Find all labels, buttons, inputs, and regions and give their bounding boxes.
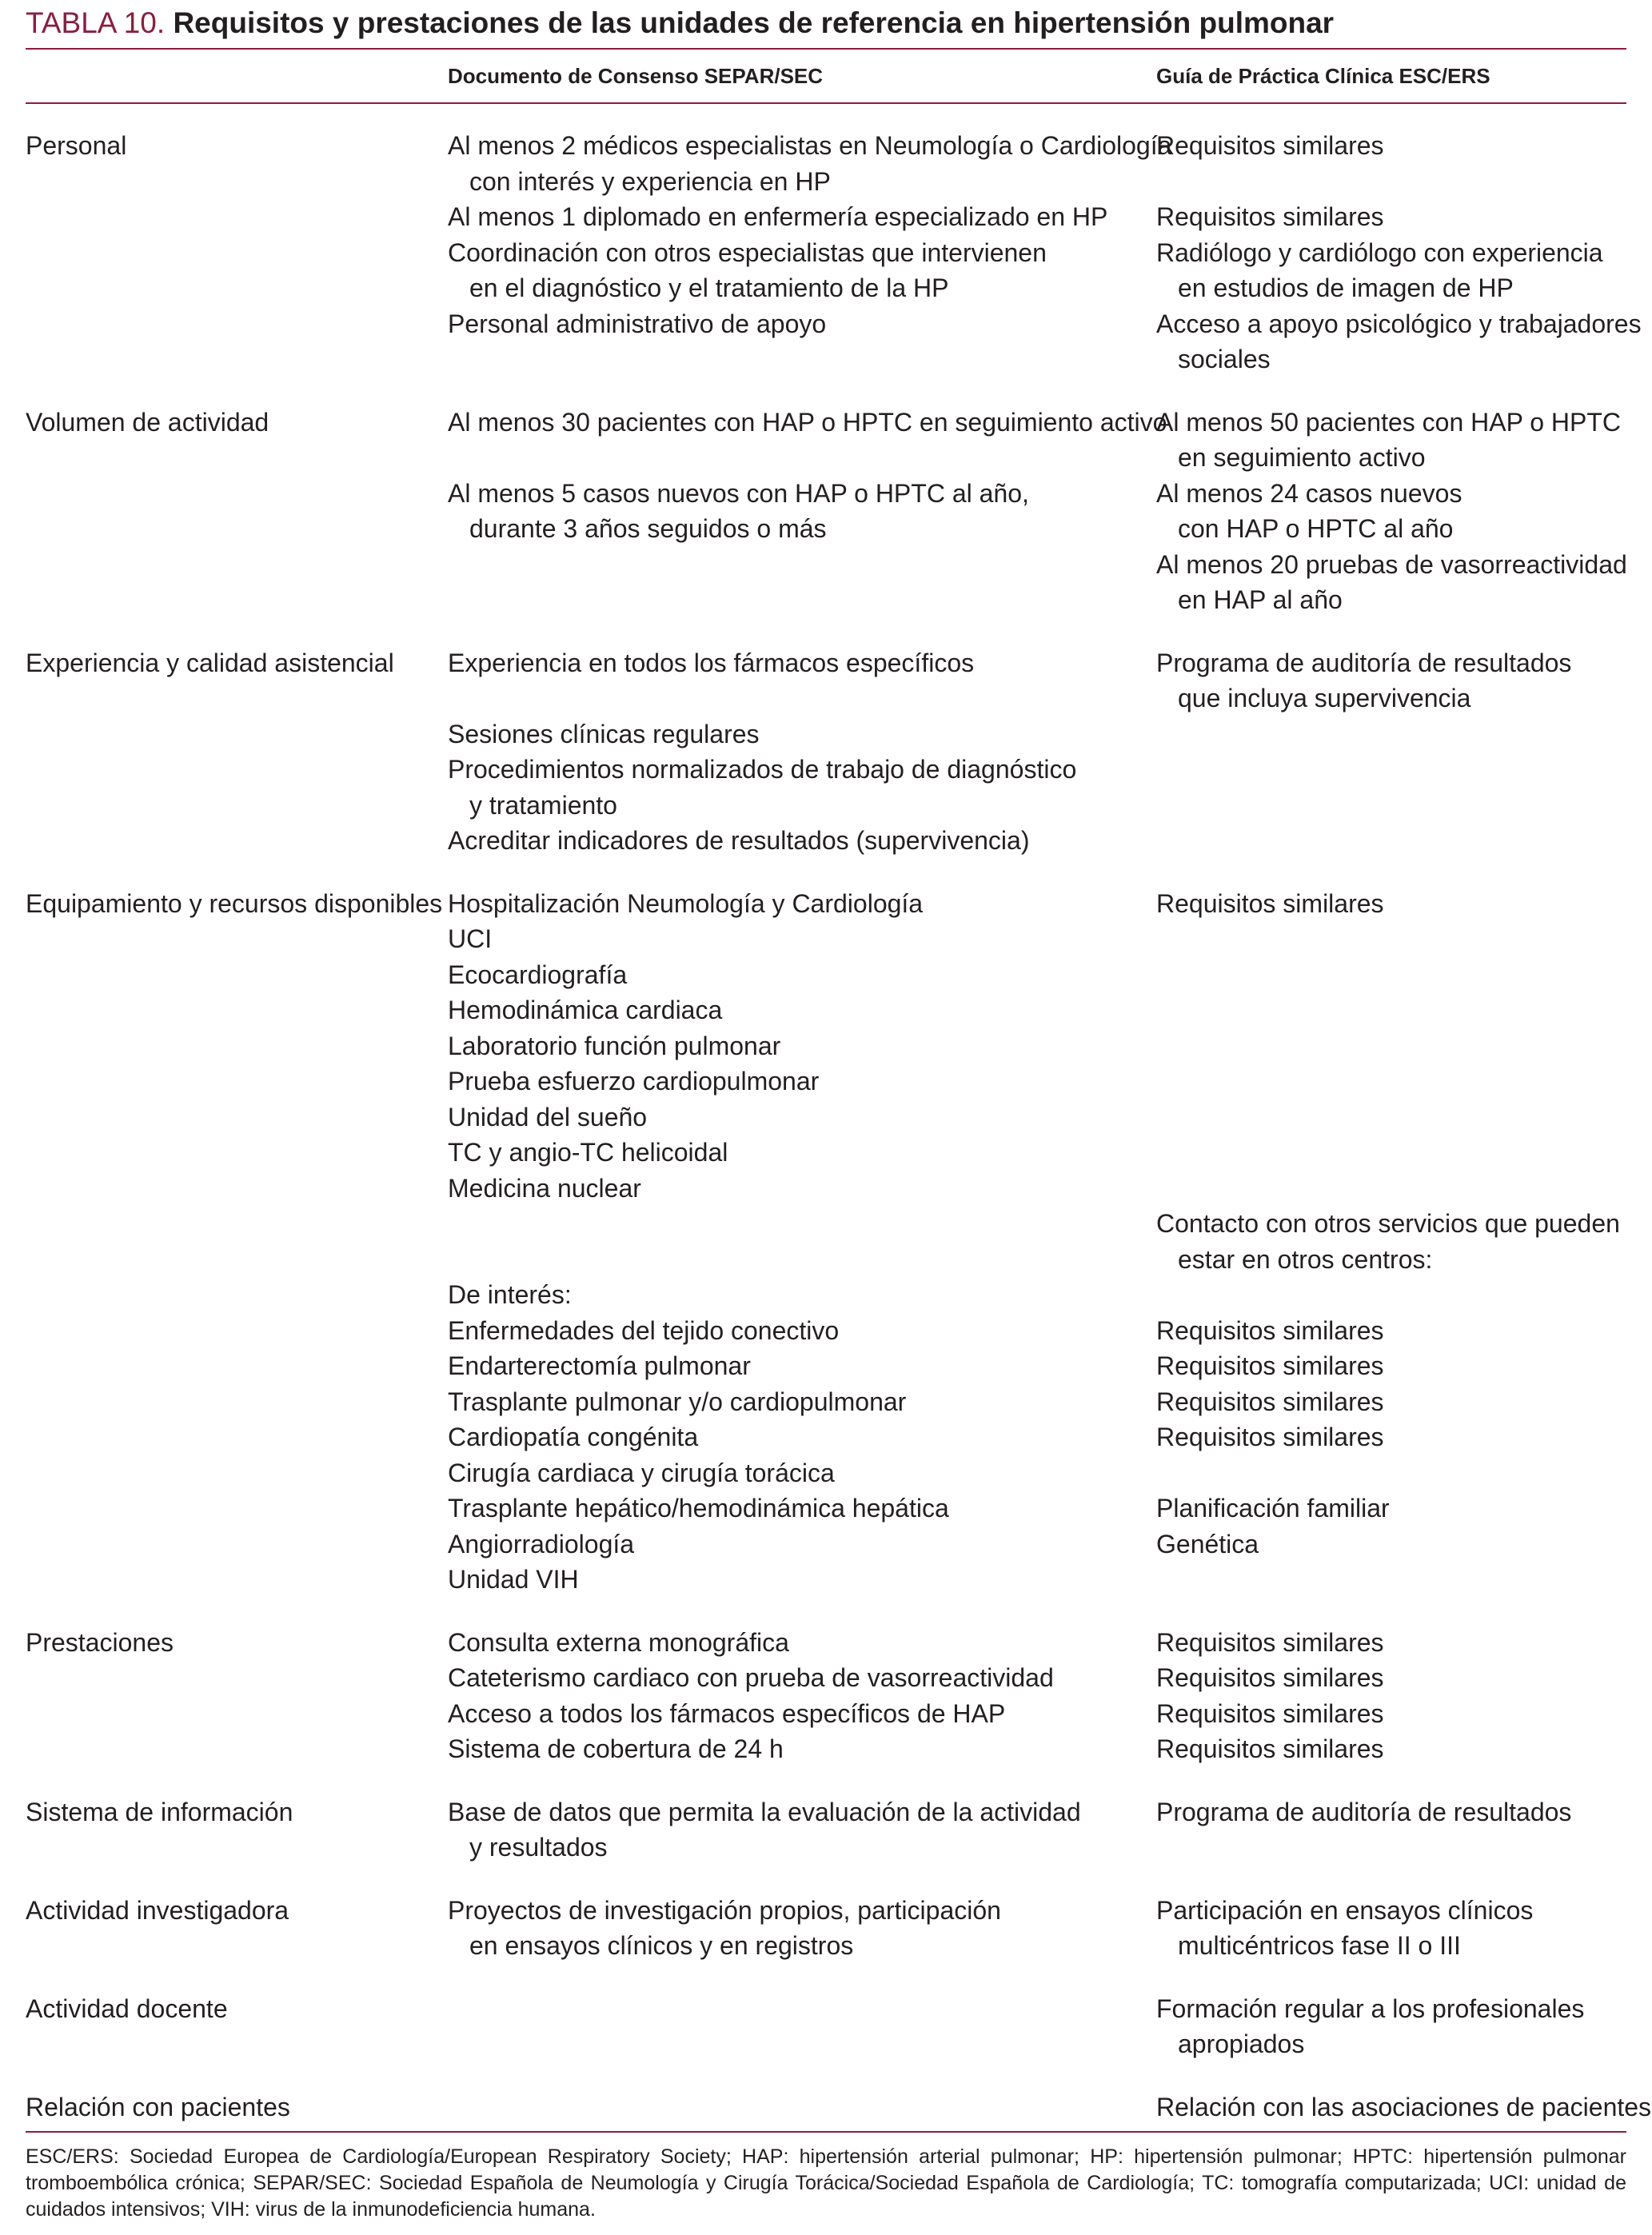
cell-line: que incluya supervivencia <box>1178 684 1471 712</box>
cell-line <box>1156 1100 1626 1135</box>
cell-line: De interés: <box>448 1280 572 1309</box>
row-category: Equipamiento y recursos disponibles <box>26 888 443 918</box>
cell-line: Al menos 50 pacientes con HAP o HPTC <box>1156 407 1622 437</box>
row-category: Experiencia y calidad asistencial <box>26 648 394 677</box>
cell-line <box>1156 1171 1626 1207</box>
table-row <box>26 1625 1626 1767</box>
esc-cell <box>1156 1794 1626 1866</box>
table-number: TABLA 10. <box>26 6 166 39</box>
table-row <box>26 886 1626 1598</box>
cell-line: Angiorradiología <box>448 1529 635 1559</box>
cell-line: Relación con las asociaciones de pacientes <box>1156 2092 1652 2121</box>
cell-line: Participación en ensayos clínicos <box>1156 1895 1534 1925</box>
cell-line: Requisitos similares <box>1156 1351 1384 1380</box>
cell-line: Medicina nuclear <box>448 1173 641 1203</box>
cell-line: Trasplante hepático/hemodinámica hepática <box>448 1494 949 1523</box>
cell-line: en seguimiento activo <box>1178 443 1426 472</box>
separ-cell <box>448 1794 1156 1866</box>
cell-line: Requisitos similares <box>1156 1627 1384 1657</box>
cell-line: en HAP al año <box>1178 585 1343 614</box>
cell-line: Al menos 2 médicos especialistas en Neumología o Cardiología <box>448 131 1172 160</box>
cell-line: Base de datos que permita la evaluación de la actividad <box>448 1797 1081 1826</box>
cell-line: apropiados <box>1178 2029 1305 2058</box>
column-header-separ: Documento de Consenso SEPAR/SEC <box>448 63 824 88</box>
cell-line: Hemodinámica cardiaca <box>448 996 723 1024</box>
row-category: Actividad docente <box>26 1994 228 2023</box>
cell-line: Trasplante pulmonar y/o cardiopulmonar <box>448 1387 907 1416</box>
cell-line: Requisitos similares <box>1156 888 1384 918</box>
cell-line: Acceso a apoyo psicológico y trabajadores <box>1156 309 1642 338</box>
cell-line: Ecocardiografía <box>448 960 628 989</box>
cell-line: Acceso a todos los fármacos específicos de HAP <box>448 1698 1006 1728</box>
cell-line <box>1156 1135 1626 1171</box>
row-category: Volumen de actividad <box>26 407 269 437</box>
cell-line: Al menos 24 casos nuevos <box>1156 478 1462 508</box>
cell-line: Unidad VIH <box>448 1565 579 1594</box>
cell-line <box>1156 992 1626 1028</box>
table-document <box>26 0 1652 2223</box>
cell-line <box>1156 921 1626 957</box>
cell-line: durante 3 años seguidos o más <box>469 514 827 543</box>
table-title-text: Requisitos y prestaciones de las unidades de referencia en hipertensión pulmonar <box>173 6 1335 39</box>
cell-line: en ensayos clínicos y en registros <box>469 1931 854 1960</box>
cell-line: Genética <box>1156 1529 1259 1559</box>
separ-cell <box>448 1625 1156 1767</box>
cell-line: Sesiones clínicas regulares <box>448 719 760 748</box>
table-row <box>26 128 1642 377</box>
esc-cell <box>1156 128 1642 377</box>
cell-line: Requisitos similares <box>1156 131 1384 160</box>
cell-line <box>1156 164 1642 200</box>
cell-line: Contacto con otros servicios que pueden <box>1156 1209 1620 1238</box>
cell-line: Enfermedades del tejido conectivo <box>448 1315 840 1345</box>
cell-line: Al menos 20 pruebas de vasorreactividad <box>1156 549 1627 579</box>
row-category: Personal <box>26 131 127 160</box>
separ-cell <box>448 1893 1156 1964</box>
column-header-row <box>26 50 1626 102</box>
table-row <box>26 1991 1626 2062</box>
cell-line: con HAP o HPTC al año <box>1178 514 1454 543</box>
separ-cell <box>448 1991 1156 2062</box>
table-row <box>26 2089 1652 2125</box>
cell-line: Coordinación con otros especialistas que intervienen <box>448 237 1047 267</box>
cell-line: Requisitos similares <box>1156 1423 1384 1451</box>
row-category: Sistema de información <box>26 1797 293 1826</box>
separ-cell <box>448 886 1156 1598</box>
cell-line: Cirugía cardiaca y cirugía torácica <box>448 1458 835 1487</box>
cell-line: Requisitos similares <box>1156 1698 1384 1728</box>
cell-line: en el diagnóstico y el tratamiento de la HP <box>469 273 949 302</box>
cell-line <box>1156 957 1626 993</box>
cell-line: en estudios de imagen de HP <box>1178 273 1514 302</box>
cell-line <box>1156 1064 1626 1100</box>
row-category: Relación con pacientes <box>26 2092 290 2121</box>
cell-line: y tratamiento <box>469 790 617 820</box>
cell-line: UCI <box>448 924 493 953</box>
cell-line <box>448 1206 1156 1242</box>
cell-line <box>448 680 1156 716</box>
cell-line <box>1156 1277 1626 1313</box>
cell-line <box>1156 1028 1626 1064</box>
table-body <box>26 104 1652 2125</box>
esc-cell <box>1156 886 1626 1598</box>
cell-line: Procedimientos normalizados de trabajo de diagnóstico <box>448 755 1077 784</box>
cell-line: Programa de auditoría de resultados <box>1156 1797 1572 1826</box>
cell-line: Requisitos similares <box>1156 1387 1384 1416</box>
esc-cell <box>1156 645 1626 859</box>
cell-line: Consulta externa monográfica <box>448 1627 789 1657</box>
table-row <box>26 1794 1626 1866</box>
separ-cell <box>448 128 1172 377</box>
table-footnote: ESC/ERS: Sociedad Europea de Cardiología/European Respiratory Society; HAP: hipertensión arterial pulmonar; HP: hipertensión pulmonar; HPTC: hipertensión pulmonar tromboembólica crónica; SEPAR/SEC: Sociedad Española de Neumología y Cirugía Torácica/Sociedad Española de Cardiología; TC: tomografía computarizada; UCI: unidad de cuidados intensivos; VIH: virus de la inmunodeficiencia humana. <box>26 2145 1626 2221</box>
cell-line: Requisitos similares <box>1156 202 1384 231</box>
cell-line: Al menos 1 diplomado en enfermería especializado en HP <box>448 202 1108 231</box>
cell-line: Sistema de cobertura de 24 h <box>448 1734 784 1763</box>
cell-line: Requisitos similares <box>1156 1663 1384 1692</box>
esc-cell <box>1156 1991 1626 2062</box>
table-row <box>26 1893 1626 1964</box>
cell-line: multicéntricos fase II o III <box>1178 1931 1461 1960</box>
cell-line: Laboratorio función pulmonar <box>448 1031 781 1060</box>
cell-line: estar en otros centros: <box>1178 1244 1433 1274</box>
cell-line: Unidad del sueño <box>448 1102 648 1131</box>
cell-line <box>448 1242 1156 1278</box>
table-row <box>26 405 1626 618</box>
cell-line: Al menos 5 casos nuevos con HAP o HPTC al año, <box>448 478 1029 508</box>
cell-line: Endarterectomía pulmonar <box>448 1351 751 1380</box>
row-category: Actividad investigadora <box>26 1895 289 1925</box>
esc-cell <box>1156 2089 1651 2125</box>
column-header-esc: Guía de Práctica Clínica ESC/ERS <box>1156 63 1490 88</box>
cell-line: Cateterismo cardiaco con prueba de vasorreactividad <box>448 1663 1054 1692</box>
esc-cell <box>1156 405 1627 618</box>
cell-line: Planificación familiar <box>1156 1494 1390 1523</box>
cell-line <box>1156 1455 1626 1491</box>
cell-line: Hospitalización Neumología y Cardiología <box>448 888 924 918</box>
table-title <box>26 0 1626 48</box>
cell-line: Prueba esfuerzo cardiopulmonar <box>448 1067 820 1096</box>
esc-cell <box>1156 1625 1626 1767</box>
cell-line: sociales <box>1178 345 1271 373</box>
cell-line: Requisitos similares <box>1156 1315 1384 1345</box>
cell-line: Personal administrativo de apoyo <box>448 309 827 338</box>
cell-line <box>448 440 1156 476</box>
cell-line: Requisitos similares <box>1156 1734 1384 1763</box>
separ-cell <box>448 405 1167 618</box>
cell-line: Proyectos de investigación propios, participación <box>448 1895 1001 1925</box>
separ-cell <box>448 645 1156 859</box>
cell-line: Radiólogo y cardiólogo con experiencia <box>1156 237 1603 267</box>
cell-line: TC y angio-TC helicoidal <box>448 1138 728 1167</box>
cell-line: con interés y experiencia en HP <box>469 166 831 196</box>
esc-cell <box>1156 1893 1626 1964</box>
cell-line: Formación regular a los profesionales <box>1156 1994 1585 2023</box>
cell-line: Experiencia en todos los fármacos específicos <box>448 648 975 677</box>
cell-line: Programa de auditoría de resultados <box>1156 648 1572 677</box>
cell-line: Acreditar indicadores de resultados (supervivencia) <box>448 826 1030 855</box>
table-row <box>26 645 1626 859</box>
cell-line: y resultados <box>469 1833 608 1862</box>
cell-line: Al menos 30 pacientes con HAP o HPTC en seguimiento activo <box>448 407 1167 437</box>
row-category: Prestaciones <box>26 1627 174 1657</box>
cell-line: Cardiopatía congénita <box>448 1423 699 1451</box>
separ-cell <box>448 2089 1156 2125</box>
